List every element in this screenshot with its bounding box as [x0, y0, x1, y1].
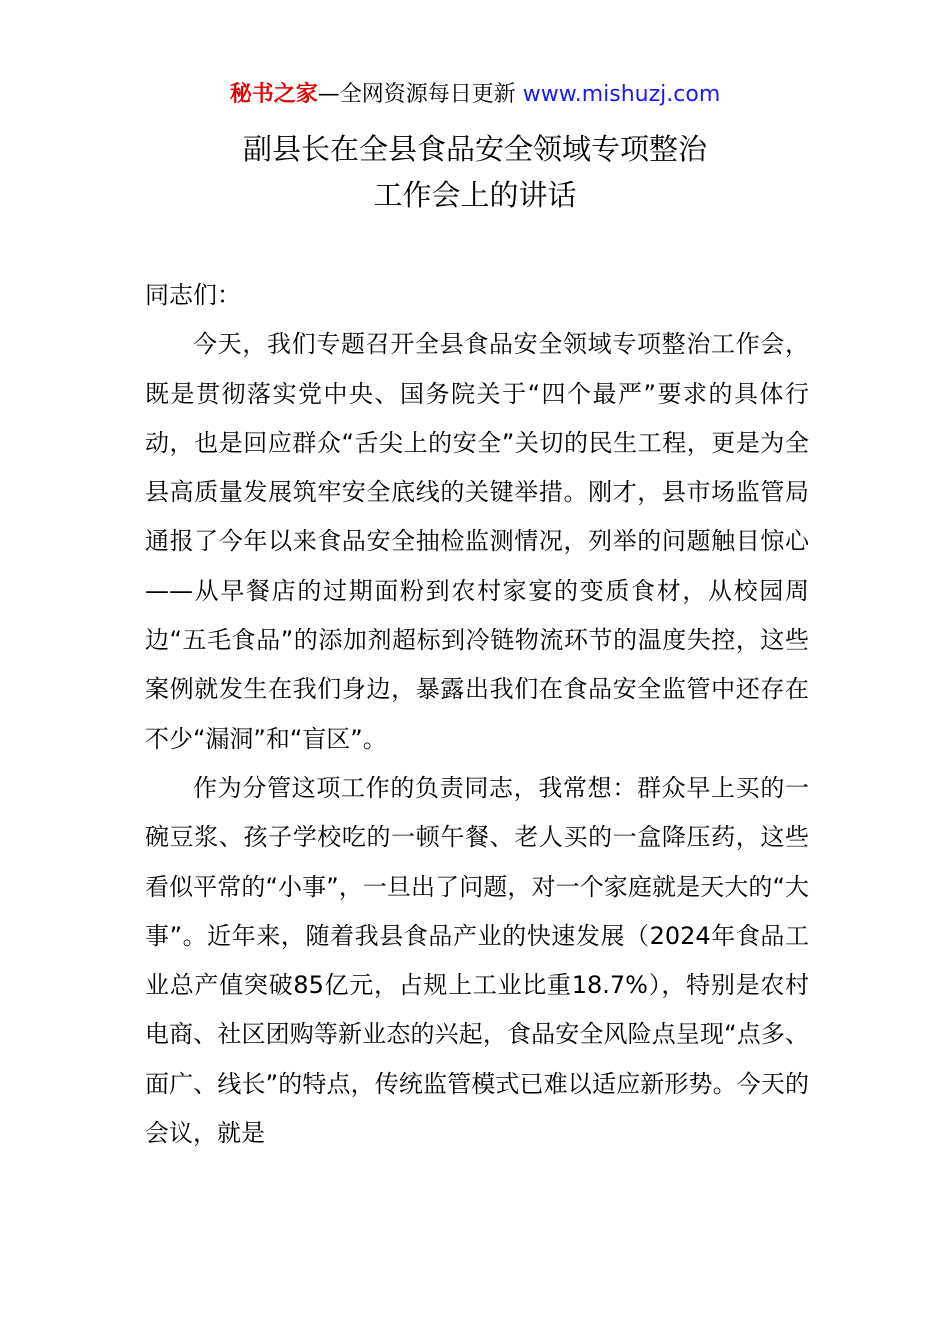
paragraph: 作为分管这项工作的负责同志，我常想：群众早上买的一碗豆浆、孩子学校吃的一顿午餐、老人买的一盒降压药，这些看似平常的“小事”，一旦出了问题，对一个家庭就是天大的“大事”。近年来，随着我县食品产业的快速发展（2024年食品工业总产值突破85亿元，占规上工业比重18.7%），特别是农村电商、社区团购等新业态的兴起，食品安全风险点呈现“点多、面广、线长”的特点，传统监管模式已难以适应新形势。今天的会议，就是: [145, 773, 809, 1148]
brand-name: 秘书之家: [229, 82, 318, 107]
title-line-1: 副县长在全县食品安全领域专项整治: [242, 132, 707, 166]
document-body: [145, 271, 809, 1158]
site-header: [0, 78, 950, 112]
title-line-2: 工作会上的讲话: [373, 178, 577, 212]
document-title: [0, 126, 950, 218]
header-tagline: —全网资源每日更新: [317, 82, 523, 107]
paragraph: 今天，我们专题召开全县食品安全领域专项整治工作会，既是贯彻落实党中央、国务院关于“四个最严”要求的具体行动，也是回应群众“舌尖上的安全”关切的民生工程，更是为全县高质量发展筑牢安全底线的关键举措。刚才，县市场监管局通报了今年以来食品安全抽检监测情况，列举的问题触目惊心——从早餐店的过期面粉到农村家宴的变质食材，从校园周边“五毛食品”的添加剂超标到冷链物流环节的温度失控，这些案例就发生在我们身边，暴露出我们在食品安全监管中还存在不少“漏洞”和“盲区”。: [145, 330, 809, 753]
salutation: 同志们：: [145, 281, 241, 309]
site-url-link[interactable]: www.mishuzj.com: [522, 82, 721, 107]
